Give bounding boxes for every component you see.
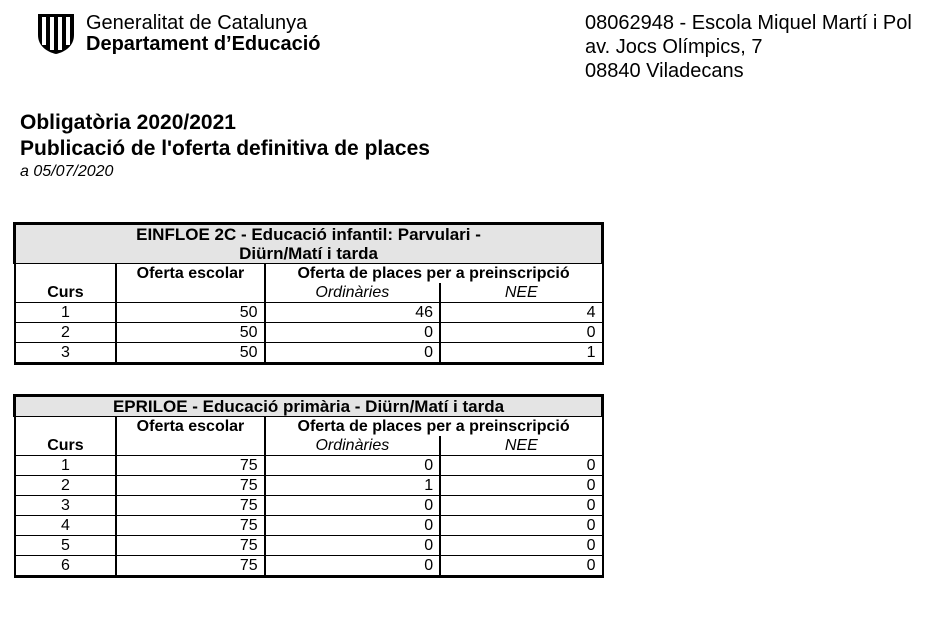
header-ordinaries: Ordinàries (265, 436, 440, 456)
cell-oferta: 75 (116, 496, 264, 516)
cell-curs: 5 (15, 536, 117, 556)
cell-nee: 0 (440, 536, 602, 556)
table-row (15, 496, 603, 516)
cell-curs: 4 (15, 516, 117, 536)
cell-nee: 4 (440, 303, 602, 323)
table-title (15, 396, 603, 417)
org-line2: Departament d’Educació (86, 33, 321, 55)
table-title-text: EPRILOE - Educació primària - Diürn/Matí i tarda (112, 397, 505, 416)
table-row (15, 536, 603, 556)
table-row (15, 323, 603, 343)
cell-ordinaries: 1 (265, 476, 440, 496)
table-row (15, 476, 603, 496)
cell-ordinaries: 46 (265, 303, 440, 323)
cell-ordinaries: 0 (265, 556, 440, 577)
table-row (15, 456, 603, 476)
header-nee: NEE (440, 436, 602, 456)
table-row (15, 556, 603, 577)
offer-table-primaria (13, 394, 604, 578)
table-row (15, 343, 603, 364)
cell-curs: 3 (15, 496, 117, 516)
header-preinscripcio: Oferta de places per a preinscripció (265, 417, 603, 437)
cell-ordinaries: 0 (265, 343, 440, 364)
cell-ordinaries: 0 (265, 516, 440, 536)
cell-oferta: 75 (116, 476, 264, 496)
cell-oferta: 50 (116, 343, 264, 364)
offer-table-infantil (13, 222, 604, 365)
school-address: av. Jocs Olímpics, 7 (585, 36, 763, 58)
table-row (15, 303, 603, 323)
cell-ordinaries: 0 (265, 323, 440, 343)
cell-curs: 1 (15, 303, 117, 323)
table-title (15, 224, 603, 264)
school-city: 08840 Viladecans (585, 60, 744, 82)
header-nee: NEE (440, 283, 602, 303)
table-title-text: EINFLOE 2C - Educació infantil: Parvulari - Diürn/Matí i tarda (136, 225, 481, 263)
cell-nee: 0 (440, 456, 602, 476)
publication-date: a 05/07/2020 (20, 163, 114, 180)
school-info (585, 11, 912, 83)
school-name: 08062948 - Escola Miquel Martí i Pol (585, 12, 912, 34)
header-preinscripcio: Oferta de places per a preinscripció (265, 264, 603, 284)
table-row (15, 516, 603, 536)
organization-name (86, 13, 321, 55)
cell-ordinaries: 0 (265, 496, 440, 516)
cell-curs: 6 (15, 556, 117, 577)
header-oferta: Oferta escolar (116, 417, 264, 437)
cell-nee: 0 (440, 476, 602, 496)
cell-nee: 0 (440, 323, 602, 343)
header-ordinaries: Ordinàries (265, 283, 440, 303)
generalitat-logo-icon (34, 11, 78, 55)
cell-curs: 3 (15, 343, 117, 364)
cell-nee: 0 (440, 556, 602, 577)
cell-oferta: 75 (116, 516, 264, 536)
cell-nee: 0 (440, 496, 602, 516)
cell-oferta: 75 (116, 536, 264, 556)
cell-oferta: 75 (116, 556, 264, 577)
cell-oferta: 50 (116, 323, 264, 343)
document-titles (20, 110, 430, 181)
org-line1: Generalitat de Catalunya (86, 12, 308, 34)
page-title: Obligatòria 2020/2021 (20, 111, 236, 134)
page-subtitle: Publicació de l'oferta definitiva de places (20, 137, 430, 160)
header-curs: Curs (15, 436, 117, 456)
cell-oferta: 75 (116, 456, 264, 476)
cell-nee: 1 (440, 343, 602, 364)
cell-curs: 2 (15, 476, 117, 496)
cell-nee: 0 (440, 516, 602, 536)
header-oferta: Oferta escolar (116, 264, 264, 284)
cell-oferta: 50 (116, 303, 264, 323)
header-curs: Curs (15, 283, 117, 303)
cell-ordinaries: 0 (265, 456, 440, 476)
cell-ordinaries: 0 (265, 536, 440, 556)
cell-curs: 2 (15, 323, 117, 343)
cell-curs: 1 (15, 456, 117, 476)
